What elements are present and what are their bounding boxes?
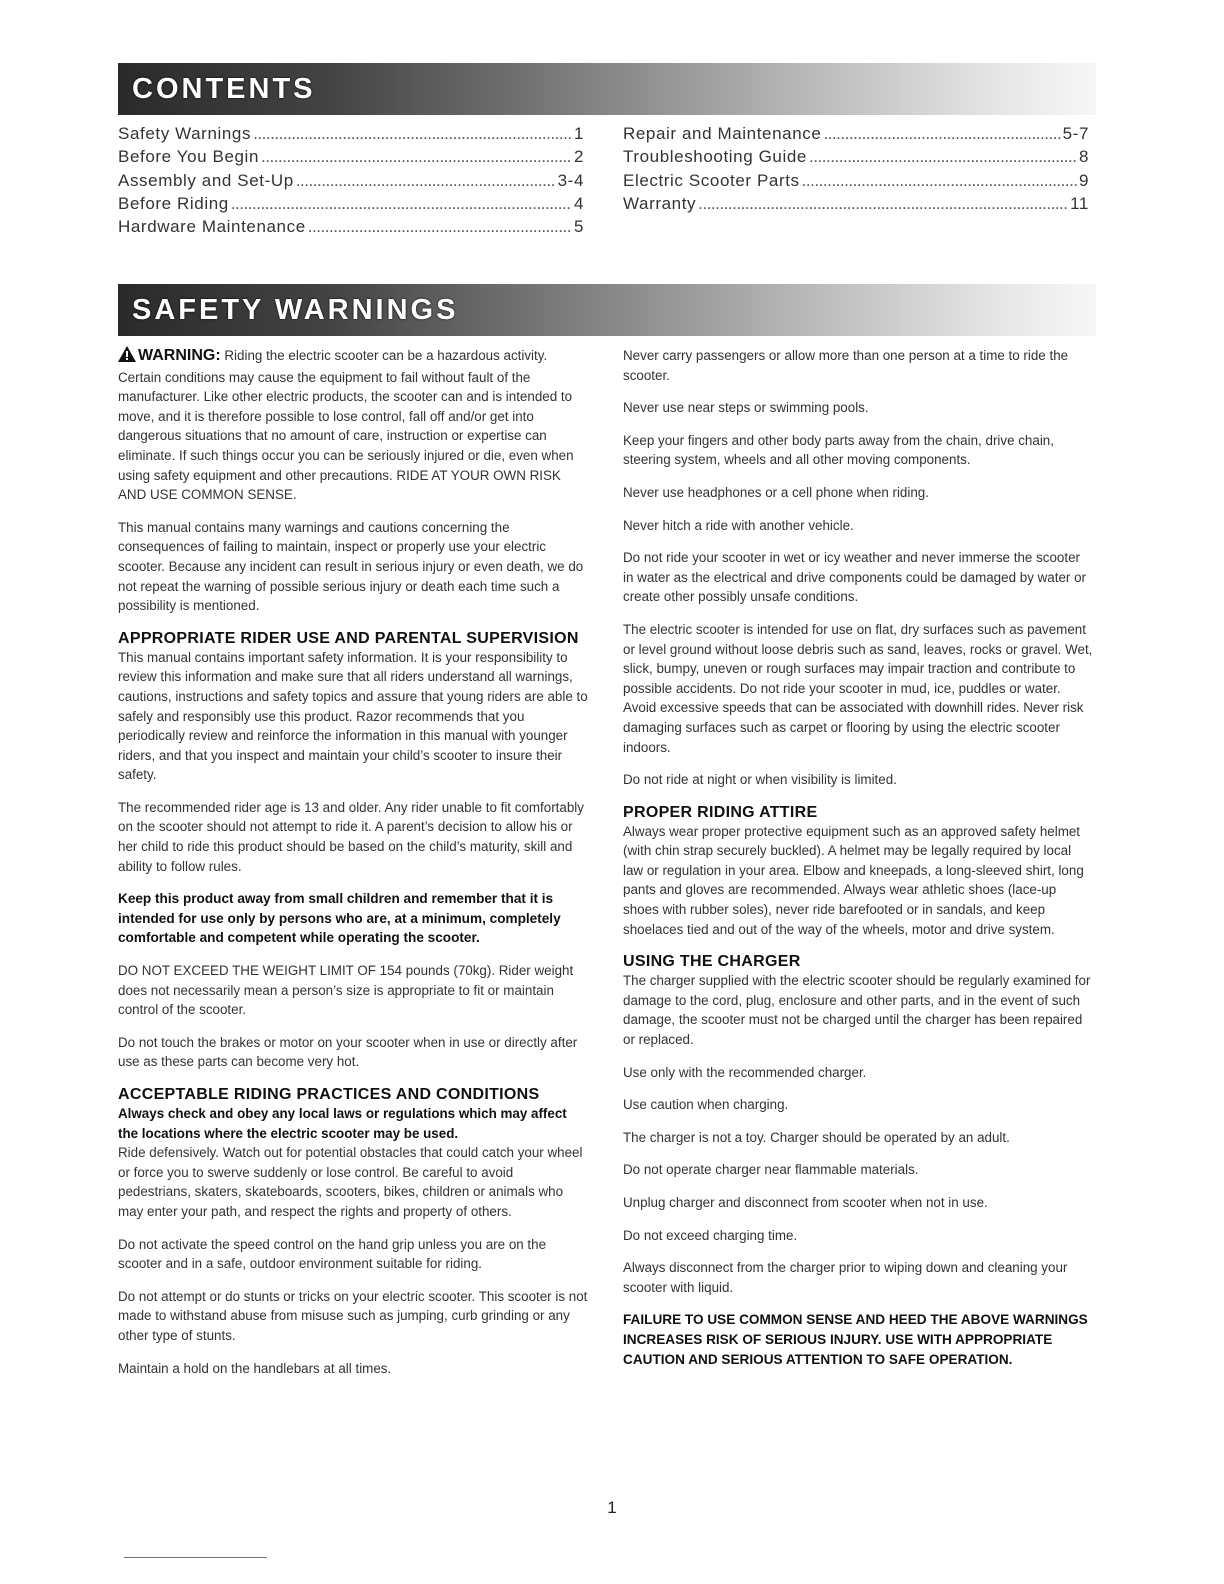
toc-entry [118,122,584,145]
charger-paragraph-8: Always disconnect from the charger prior to wiping down and cleaning your scooter with liquid. [623,1260,1068,1295]
practices-paragraph-2: Do not activate the speed control on the hand grip unless you are on the scooter and in a safe, outdoor environment suitable for riding. [118,1236,547,1272]
toc-leader-dots [261,145,572,168]
toc-leader-dots [698,192,1068,215]
toc-right-column [623,122,1089,215]
toc-entry-page: 9 [1078,170,1089,190]
charger-paragraph-5: Do not operate charger near flammable materials. [623,1162,919,1178]
toc-entry-label: Hardware Maintenance [118,217,306,237]
right-paragraph-7: The electric scooter is intended for use on flat, dry surfaces such as pavement or level ground without loose debris such as sand, leaves, rocks or gravel. Wet, slick, bumpy, uneven or rough surfaces may impair traction and contribute to possible accidents. Do not ride your scooter in mud, ice, puddles or water. Avoid excessive speeds that can be associated with downhill rides. Never risk damaging surfaces such as carpet or flooring by using the electric scooter indoors. [623,621,1093,755]
toc-entry [118,169,584,192]
toc-leader-dots [296,169,556,192]
riding-practices-heading: ACCEPTABLE RIDING PRACTICES AND CONDITIONS [118,1086,540,1103]
toc-entry-page: 5 [573,217,584,237]
toc-entry [118,192,584,215]
toc-entry [623,145,1089,168]
contents-banner [118,63,1096,115]
toc-entry-label: Before You Begin [118,147,259,167]
warning-lead: WARNING: [138,347,221,364]
final-warning: FAILURE TO USE COMMON SENSE AND HEED THE ABOVE WARNINGS INCREASES RISK OF SERIOUS INJURY. USE WITH APPROPRIATE CAUTION AND SERIOUS ATTENTION TO SAFE OPERATION. [623,1312,1088,1367]
toc-entry-page: 3-4 [557,170,584,190]
safety-right-column [623,346,1093,1382]
right-paragraph-2: Never use near steps or swimming pools. [623,400,869,416]
warning-text: Riding the electric scooter can be a hazardous activity. Certain conditions may cause the equipment to fail without fault of the manufacturer. Like other electric products, the scooter can and is intended to move, and it is therefore possible to lose control, fall off and/or get into dangerous situations that no amount of care, instruction or expertise can eliminate. If such things occur you can be seriously injured or die, even when using safety equipment and other precautions. RIDE AT YOUR OWN RISK AND USE COMMON SENSE. [118,348,574,503]
charger-paragraph-3: Use caution when charging. [623,1097,789,1113]
practices-bold: Always check and obey any local laws or regulations which may affect the locations where the electric scooter may be used. [118,1106,567,1141]
right-paragraph-5: Never hitch a ride with another vehicle. [623,517,854,533]
toc-leader-dots [809,145,1077,168]
toc-entry-page: 1 [573,124,584,143]
toc-entry [118,215,584,238]
toc-entry-page: 5-7 [1062,124,1089,143]
toc-entry-page: 11 [1070,193,1089,213]
rider-paragraph-1: This manual contains important safety information. It is your responsibility to review this information and make sure that all riders understand all warnings, cautions, instructions and safety topics and assure that young riders are able to safely and responsibly use this product. Razor recommends that you periodically review and reinforce the information in this manual with younger riders, and that you inspect and maintain your child’s scooter to insure their safety. [118,649,588,783]
toc-entry-label: Safety Warnings [118,124,252,143]
toc-entry-page: 2 [573,147,584,167]
right-paragraph-6: Do not ride your scooter in wet or icy weather and never immerse the scooter in water as the electrical and drive components could be damaged by water or create other possibly unsafe conditions. [623,550,1086,605]
toc-entry-label: Repair and Maintenance [623,124,822,143]
rider-paragraph-3: DO NOT EXCEED THE WEIGHT LIMIT OF 154 pounds (70kg). Rider weight does not necessarily mean a person’s size is appropriate to fit or maintain control of the scooter. [118,963,574,1018]
right-paragraph-4: Never use headphones or a cell phone when riding. [623,484,929,500]
toc-entry [623,169,1089,192]
rider-use-heading: APPROPRIATE RIDER USE AND PARENTAL SUPERVISION [118,629,579,647]
right-paragraph-8: Do not ride at night or when visibility is limited. [623,772,897,788]
toc-left-column [118,122,584,238]
toc-entry [623,122,1089,145]
toc-entry-label: Troubleshooting Guide [623,147,807,167]
manual-warnings-paragraph: This manual contains many warnings and cautions concerning the consequences of failing to maintain, inspect or properly use your electric scooter. Because any incident can result in serious injury or even death, we do not repeat the warning of possible serious injury or death each time such a possibility is mentioned. [118,519,584,614]
charger-paragraph-7: Do not exceed charging time. [623,1227,798,1243]
safety-left-column [118,346,588,1391]
rider-paragraph-2: The recommended rider age is 13 and older. Any rider unable to fit comfortably on the scooter should not attempt to ride it. A parent’s decision to allow his or her child to ride this product should be based on the child’s maturity, skill and ability to follow rules. [118,799,584,874]
toc-leader-dots [823,122,1060,145]
attire-paragraph: Always wear proper protective equipment such as an approved safety helmet (with chin strap securely buckled). A helmet may be legally required by local law or regulation in your area. Elbow and kneepads, a long-sleeved shirt, long pants and gloves are recommended. Always wear athletic shoes (lace-up shoes with rubber soles), never ride barefooted or in sandals, and keep shoelaces tied and out of the way of the wheels, motor and drive system. [623,823,1084,937]
page-number: 1 [607,1498,617,1517]
rider-paragraph-4: Do not touch the brakes or motor on your scooter when in use or directly after use as these parts can become very hot. [118,1034,578,1070]
toc-entry [623,192,1089,215]
warning-paragraph [118,346,588,505]
toc-leader-dots [253,122,572,145]
toc-entry-page: 8 [1078,147,1089,167]
riding-attire-heading: PROPER RIDING ATTIRE [623,803,818,821]
safety-warnings-heading: SAFETY WARNINGS [132,293,459,326]
toc-entry [118,145,584,168]
practices-paragraph-3: Do not attempt or do stunts or tricks on your electric scooter. This scooter is not made to withstand abuse from misuse such as jumping, curb grinding or any other type of stunts. [118,1288,588,1343]
safety-warnings-banner [118,284,1096,336]
practices-text-1: Ride defensively. Watch out for potential obstacles that could catch your wheel or force you to swerve suddenly or lose control. Be careful to avoid pedestrians, skaters, skateboards, scooters, bikes, children or animals who may enter your path, and respect the rights and property of others. [118,1145,583,1219]
toc-entry-label: Before Riding [118,193,229,213]
charger-paragraph-4: The charger is not a toy. Charger should be operated by an adult. [623,1129,1010,1145]
charger-paragraph-6: Unplug charger and disconnect from scooter when not in use. [623,1195,988,1210]
toc-entry-label: Assembly and Set-Up [118,170,294,190]
toc-entry-label: Warranty [623,193,697,213]
warning-triangle-icon [118,346,136,368]
charger-heading: USING THE CHARGER [623,953,801,971]
toc-leader-dots [802,169,1077,192]
contents-heading: CONTENTS [132,72,316,105]
charger-paragraph-2: Use only with the recommended charger. [623,1064,867,1080]
right-paragraph-1: Never carry passengers or allow more than one person at a time to ride the scooter. [623,348,1069,383]
charger-paragraph-1: The charger supplied with the electric scooter should be regularly examined for damage to the cord, plug, enclosure and other parts, and in the event of such damage, the scooter must not be charged until the charger has been repaired or replaced. [623,973,1091,1048]
right-paragraph-3: Keep your fingers and other body parts away from the chain, drive chain, steering system, wheels and all other moving components. [623,432,1054,468]
practices-paragraph-4: Maintain a hold on the handlebars at all times. [118,1360,392,1376]
toc-leader-dots [308,215,572,238]
toc-leader-dots [231,192,572,215]
footer-rule [124,1557,267,1558]
practices-paragraph-1 [118,1104,588,1222]
toc-entry-label: Electric Scooter Parts [623,170,800,190]
toc-entry-page: 4 [573,193,584,213]
rider-bold-paragraph: Keep this product away from small children and remember that it is intended for use only by persons who are, at a minimum, completely comfortable and competent while operating the scooter. [118,891,561,946]
